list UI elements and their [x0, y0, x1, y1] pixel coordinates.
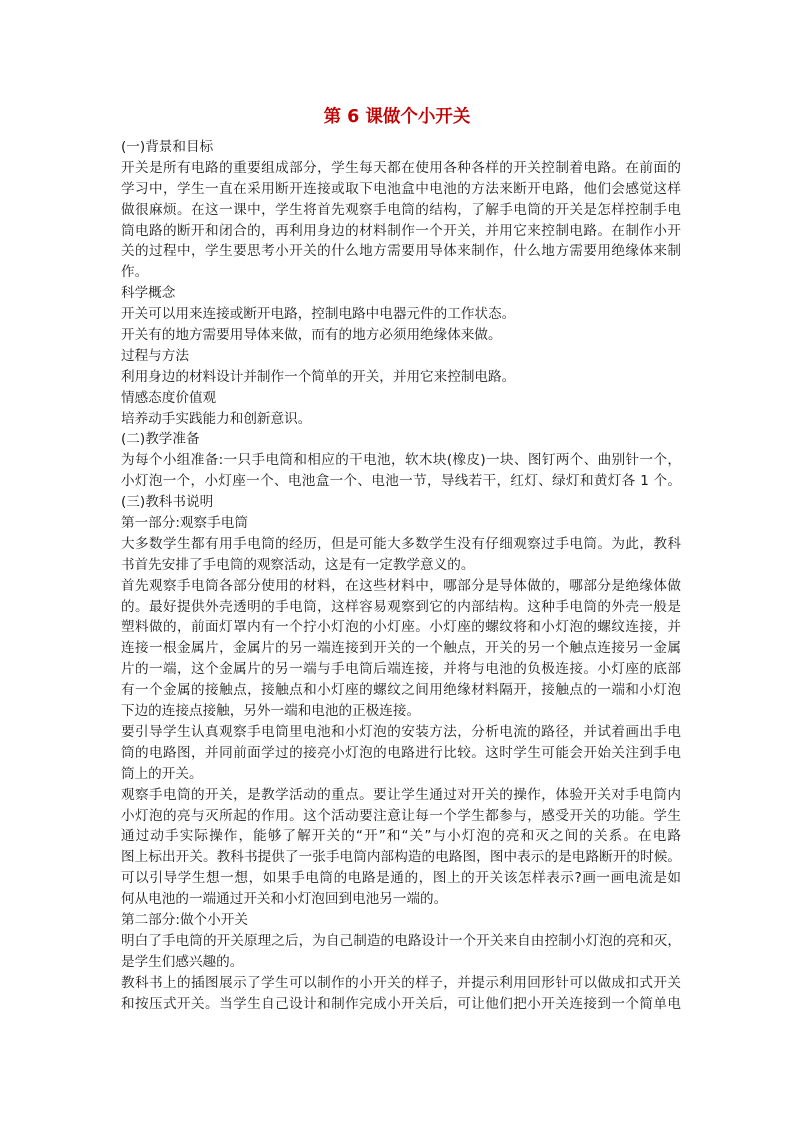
body-line: 观察手电筒的开关，是教学活动的重点。要让学生通过对开关的操作，体验开关对手电筒内 — [121, 786, 681, 803]
body-line: 可以引导学生想一想，如果手电筒的电路是通的，图上的开关该怎样表示?画一画电流是如 — [121, 870, 681, 887]
body-line: (一)背景和目标 — [121, 139, 214, 155]
body-line: 为每个小组准备:一只手电筒和相应的干电池，软木块(橡皮)一块、图钉两个、曲别针一个， — [121, 452, 681, 469]
body-line: 教科书上的插图展示了学生可以制作的小开关的样子，并提示利用回形针可以做成扣式开关 — [121, 974, 681, 991]
body-line: 首先观察手电筒各部分使用的材料，在这些材料中，哪部分是导体做的，哪部分是绝缘体做 — [121, 577, 681, 594]
body-line: 塑料做的，前面灯罩内有一个拧小灯泡的小灯座。小灯座的螺纹将和小灯泡的螺纹连接，并 — [121, 619, 681, 636]
body-line: 情感态度价值观 — [121, 389, 217, 406]
body-line: (二)教学准备 — [121, 431, 200, 448]
body-line: 开关是所有电路的重要组成部分，学生每天都在使用各种各样的开关控制着电路。在前面的 — [121, 159, 681, 176]
body-line: 第一部分:观察手电筒 — [121, 515, 248, 532]
body-line: 和按压式开关。当学生自己设计和制作完成小开关后，可让他们把小开关连接到一个简单电 — [121, 995, 681, 1012]
body-line: 学习中，学生一直在采用断开连接或取下电池盒中电池的方法来断开电路，他们会感觉这样 — [121, 180, 681, 197]
body-line: 科学概念 — [121, 285, 176, 302]
document-title: 第 6 课做个小开关 — [323, 107, 471, 127]
body-line: 筒上的开关。 — [121, 765, 203, 782]
body-line: 利用身边的材料设计并制作一个简单的开关，并用它来控制电路。 — [121, 368, 516, 385]
body-line: 要引导学生认真观察手电筒里电池和小灯泡的安装方法，分析电流的路径，并试着画出手电 — [121, 723, 681, 740]
body-line: 第二部分:做个小开关 — [121, 911, 248, 928]
body-line: 连接一根金属片，金属片的另一端连接到开关的一个触点，开关的另一个触点连接另一金属 — [121, 640, 681, 657]
body-line: 开关有的地方需要用导体来做，而有的地方必须用绝缘体来做。 — [121, 327, 502, 344]
body-line: (三)教科书说明 — [121, 494, 214, 511]
body-line: 筒的电路图，并同前面学过的接亮小灯泡的电路进行比较。这时学生可能会开始关注到手电 — [121, 744, 681, 761]
body-line: 做很麻烦。在这一课中，学生将首先观察手电筒的结构，了解手电筒的开关是怎样控制手电 — [121, 201, 681, 218]
body-line: 有一个金属的接触点，接触点和小灯座的螺纹之间用绝缘材料隔开，接触点的一端和小灯泡 — [121, 682, 681, 699]
body-line: 关的过程中，学生要思考小开关的什么地方需要用导体来制作，什么地方需要用绝缘体来制 — [121, 243, 681, 260]
body-line: 通过动手实际操作，能够了解开关的“开”和“关”与小灯泡的亮和灭之间的关系。在电路 — [121, 828, 681, 845]
body-line: 培养动手实践能力和创新意识。 — [121, 410, 312, 427]
body-line: 作。 — [121, 264, 149, 281]
body-line: 小灯泡一个，小灯座一个、电池盒一个、电池一节，导线若干，红灯、绿灯和黄灯各 1 个。 — [121, 473, 681, 490]
body-line: 何从电池的一端通过开关和小灯泡回到电池另一端的。 — [121, 891, 448, 908]
body-line: 大多数学生都有用手电筒的经历，但是可能大多数学生没有仔细观察过手电筒。为此，教科 — [121, 535, 681, 552]
body-line: 是学生们感兴趣的。 — [121, 953, 244, 970]
body-line: 筒电路的断开和闭合的，再利用身边的材料制作一个开关，并用它来控制电路。在制作小开 — [121, 222, 681, 239]
body-line: 下边的连接点接触，另外一端和电池的正极连接。 — [121, 703, 421, 720]
body-line: 明白了手电筒的开关原理之后，为自己制造的电路设计一个开关来自由控制小灯泡的亮和灭， — [121, 932, 681, 949]
body-line: 的。最好提供外壳透明的手电筒，这样容易观察到它的内部结构。这种手电筒的外壳一般是 — [121, 598, 681, 615]
body-line: 书首先安排了手电筒的观察活动，这是有一定教学意义的。 — [121, 556, 475, 573]
body-line: 片的一端，这个金属片的另一端与手电筒后端连接，并将与电池的负极连接。小灯座的底部 — [121, 661, 681, 678]
body-line: 开关可以用来连接或断开电路，控制电路中电器元件的工作状态。 — [121, 306, 516, 323]
document-body — [121, 137, 681, 1014]
body-line: 图上标出开关。教科书提供了一张手电筒内部构造的电路图，图中表示的是电路断开的时候。 — [121, 849, 681, 866]
body-line: 小灯泡的亮与灭所起的作用。这个活动要注意让每一个学生都参与，感受开关的功能。学生 — [121, 807, 681, 824]
body-line: 过程与方法 — [121, 347, 189, 364]
